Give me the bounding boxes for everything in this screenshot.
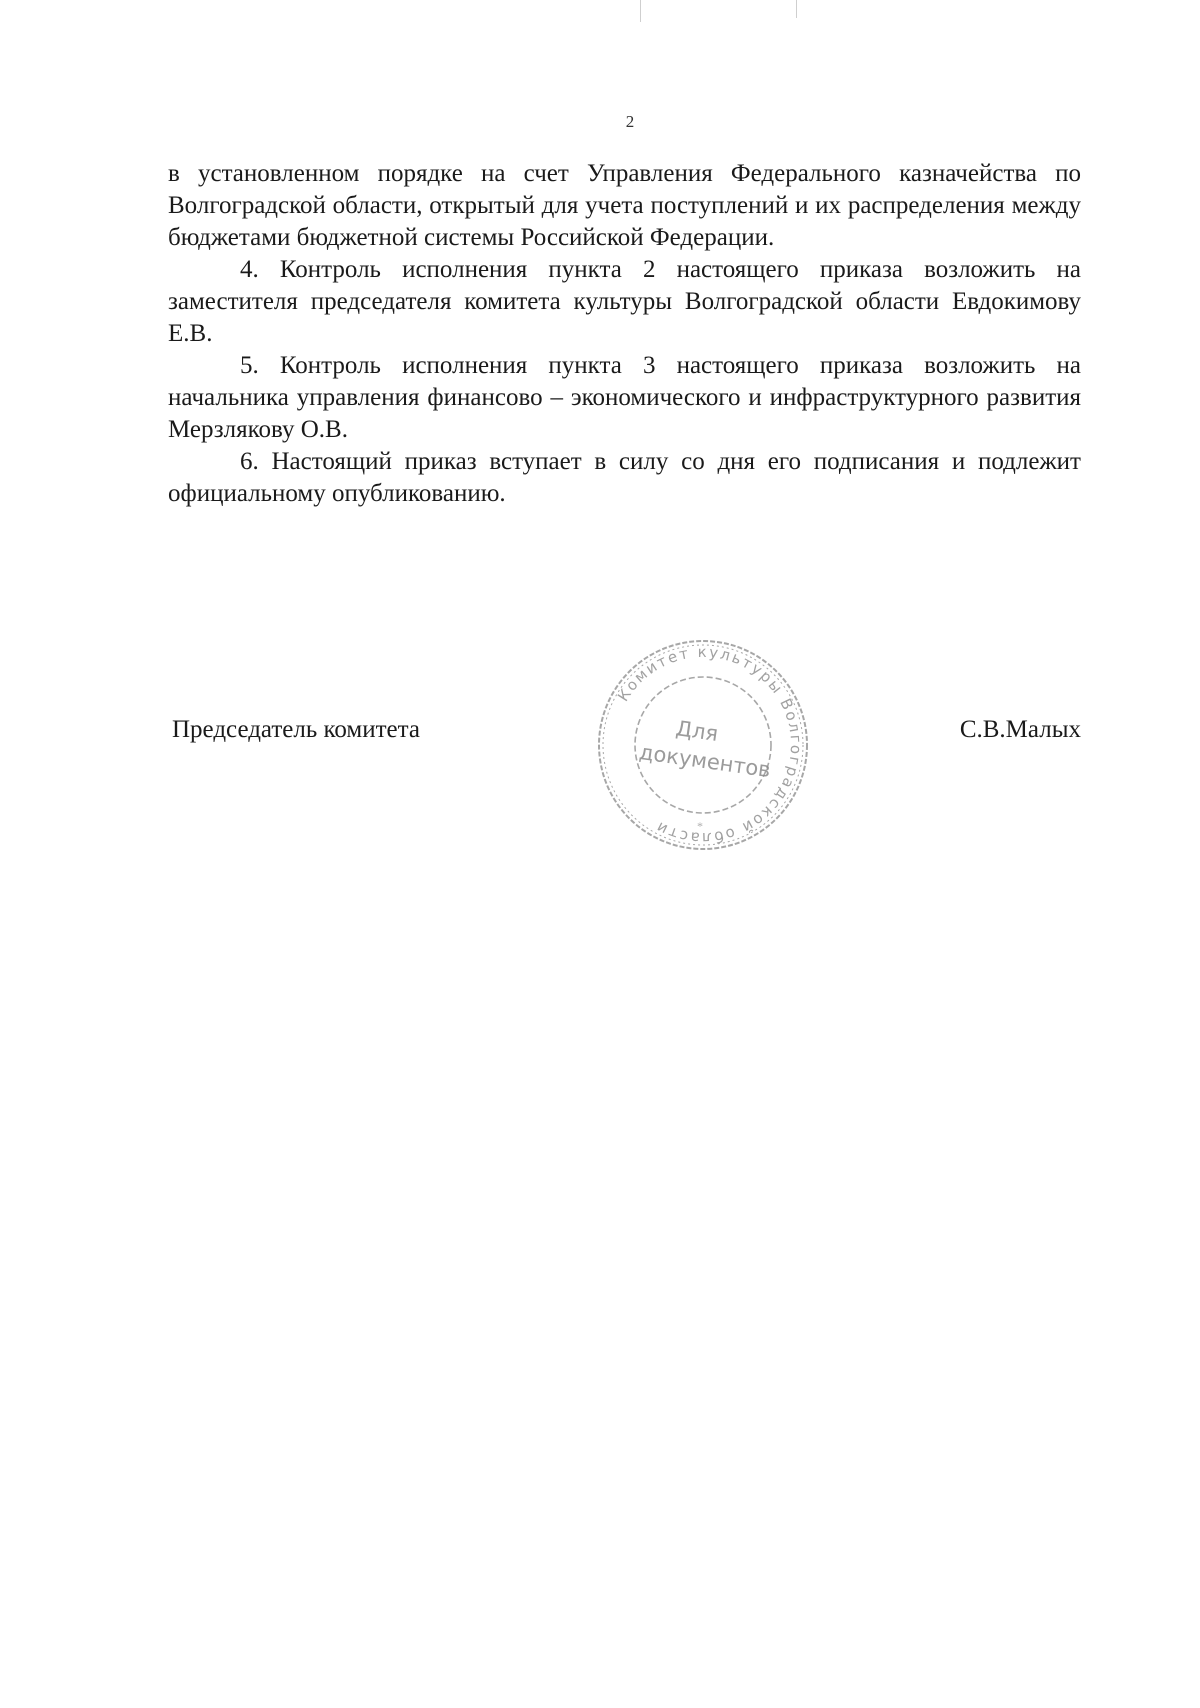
paragraph-item-5: 5. Контроль исполнения пункта 3 настоящего приказа возложить на начальника управления финансово – экономического и инфраструктурного развития Мерзлякову О.В. (168, 352, 1081, 443)
paragraph-continuation: в установленном порядке на счет Управления Федерального казначейства по Волгоградской области, открытый для учета поступлений и их распределения между бюджетами бюджетной системы Российской Федерации. (168, 160, 1081, 251)
seal-center-line-1: Для (674, 716, 720, 746)
document-body (168, 158, 1081, 510)
paragraph-item-4: 4. Контроль исполнения пункта 2 настоящего приказа возложить на заместителя председателя комитета культуры Волгоградской области Евдокимову Е.В. (168, 256, 1081, 347)
scan-artifact (796, 0, 797, 18)
scan-artifact (640, 0, 641, 22)
official-seal-stamp (588, 630, 818, 860)
seal-ring-text: Комитет культуры Волгоградской области (613, 642, 806, 848)
signer-name: С.В.Малых (959, 716, 1081, 743)
svg-text:*: * (697, 819, 703, 833)
paragraph-item-6: 6. Настоящий приказ вступает в силу со дня его подписания и подлежит официальному опубликованию. (168, 448, 1081, 507)
signer-title: Председатель комитета (172, 716, 420, 743)
seal-center-line-2: документов (637, 739, 773, 783)
page-number: 2 (625, 112, 635, 131)
